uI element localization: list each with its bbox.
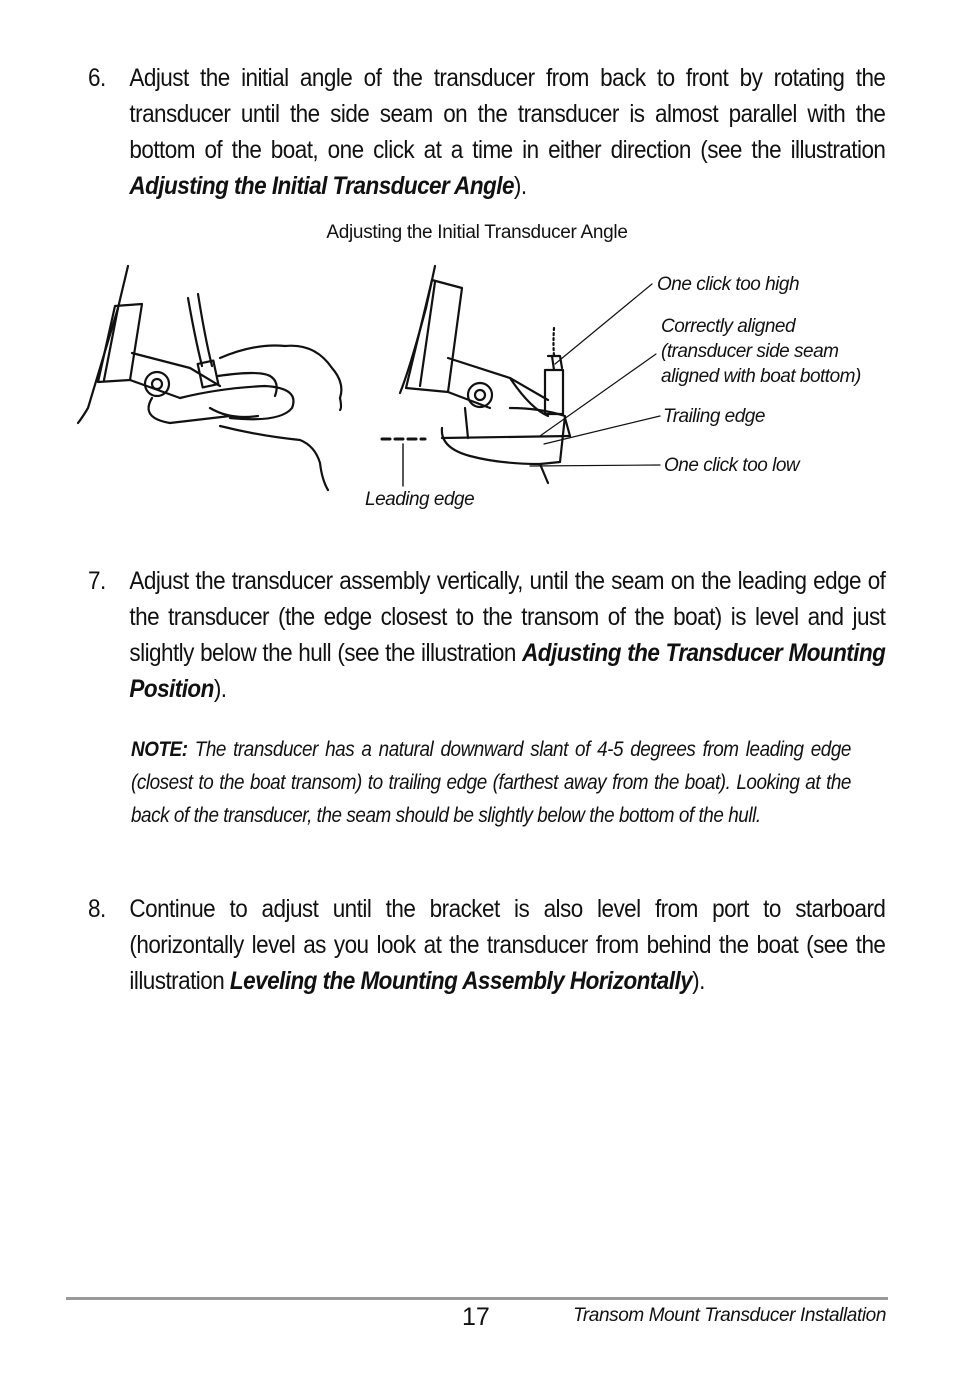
- hand-rotating-transducer-drawing: [78, 266, 341, 490]
- transducer-angle-illustration: [70, 258, 890, 523]
- step-number: 7.: [88, 567, 106, 595]
- note-text: The transducer has a natural downward slant of 4-5 degrees from leading edge (closest to the boat transom) to trailing edge (farthest away from the boat). Looking at the back of the transducer, the seam should be slightly below the bottom of the hull.: [131, 738, 852, 827]
- callout-one-click-too-high: One click too high: [657, 274, 800, 295]
- page-number: 17: [462, 1303, 490, 1331]
- step-text: Adjust the transducer assembly vertically, until the seam on the leading edge of the transducer (the edge closest to the transom of the boat) is level and just slightly below the hull (see the illustration Adjusting the Transducer Mounting Position).: [129, 567, 886, 703]
- step-text: Continue to adjust until the bracket is also level from port to starboard (horizontally level as you look at the transducer from behind the boat (see the illustration Leveling the Mounting Assembly Horizontally).: [129, 895, 886, 995]
- step-6: [88, 60, 886, 204]
- illustration-reference: Adjusting the Transducer Mounting Position: [129, 639, 886, 703]
- figure-title: Adjusting the Initial Transducer Angle: [326, 222, 628, 243]
- callout-one-click-too-low: One click too low: [664, 455, 800, 476]
- note-label: NOTE:: [131, 738, 188, 761]
- callout-leading-edge: Leading edge: [365, 489, 475, 510]
- callout-correctly-aligned-line-3: aligned with boat bottom): [661, 366, 861, 387]
- illustration-reference: Leveling the Mounting Assembly Horizontally: [229, 967, 693, 995]
- illustration-reference: Adjusting the Initial Transducer Angle: [129, 172, 514, 200]
- note-paragraph: [131, 733, 851, 832]
- step-8: [88, 891, 886, 999]
- transducer-side-view-drawing: [382, 266, 570, 486]
- running-footer-title: Transom Mount Transducer Installation: [573, 1305, 886, 1326]
- step-number: 8.: [88, 895, 106, 923]
- callout-trailing-edge: Trailing edge: [663, 406, 765, 427]
- step-number: 6.: [88, 64, 106, 92]
- footer-divider: [66, 1297, 888, 1300]
- step-text: Adjust the initial angle of the transducer from back to front by rotating the transducer until the side seam on the transducer is almost parallel with the bottom of the boat, one click at a time in either direction (see the illustration Adjusting the Initial Transducer Angle).: [129, 64, 886, 200]
- callout-correctly-aligned-line-2: (transducer side seam: [661, 341, 839, 362]
- step-7: [88, 563, 886, 707]
- callout-correctly-aligned-line-1: Correctly aligned: [661, 316, 796, 337]
